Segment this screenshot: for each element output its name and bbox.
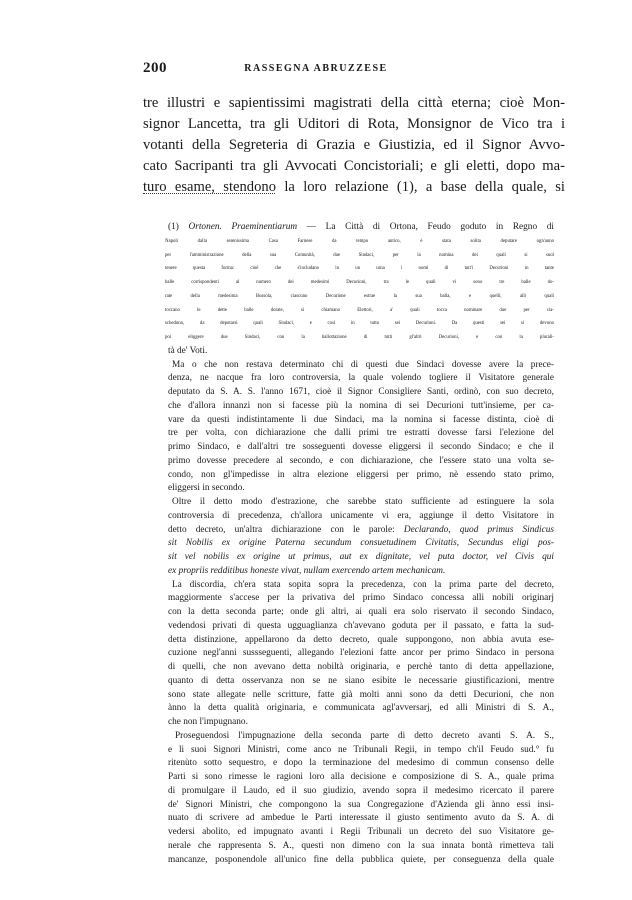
footnote-line: tenere questa forma: cioè che s'includano in un urna i nomi di tutt'i Decurioni in tante	[165, 266, 554, 272]
footnote-line: Ma o che non restava determinato chi di questi due Sindaci dovesse avere la prece-	[172, 359, 554, 370]
text-line: votanti della Segreteria di Grazia e Giustizia, ed il Signor Avvo-	[143, 137, 565, 153]
latin-quote: Declarando, quod primus Sindicus	[403, 524, 554, 535]
footnote-line: (1) Ortonen. Praeminentiarum — La Città di Ortona, Feudo goduto in Regno di	[168, 222, 554, 232]
footnote-line: sono state allegate nelle scritture, fatte già molti anni sono da detti Decurioni, che non	[168, 689, 554, 700]
footnote-line: che non l'impugnano.	[168, 717, 248, 727]
footnote-line: controversia di precedenza, ch'allora unicamente vi era, aggiunge il detto Visitatore in	[168, 510, 554, 521]
text-line: turo esame, stendono la loro relazione (1), a base della quale, si	[143, 179, 565, 195]
text-line: signor Lancetta, tra gli Uditori di Rota, Monsignor de Vico tra i	[143, 116, 565, 132]
footnote-line: deputato da S. A. S. l'anno 1671, cioè il Signor Consigliere Santi, ordinò, con suo decreto,	[168, 387, 554, 397]
footnote-line: nerale che rappresenta S. A., questi non dimeno con la sua innata bontà rimetteva tali	[168, 840, 554, 851]
latin-quote-line: ex propriis redditibus honeste vivat, nullam exercendo artem mechanicam.	[168, 565, 446, 576]
footnote-line: toccano le dette balle dorate, si chiamano Elettori, a' quali tocca nominare due per cia-	[165, 307, 554, 313]
footnote-line: primo Sindaco, e dall'altri tre sosseguenti dovesse eliggersi il secondo Sindaco; e che il	[168, 442, 554, 452]
footnote-line: di promulgare il Laudo, ed il suo giudizio, avendo sopra il medesimo ricercato il parere	[168, 785, 554, 796]
footnote-line: denza, ne nacque fra loro controversia, la quale volendo togliere il Visitatore generale	[168, 373, 554, 384]
footnote-line: di quelli, che non avevano detta nobiltà originaria, e perchè tanto di detta appellazione,	[168, 662, 554, 672]
footnote-line: quanto di detta osservanza non se ne siano esibite le necessarie giustificazioni, mentre	[168, 675, 554, 686]
footnote-line: ànno la detta qualità originaria, e communicata agl'avversarj, ed alli Ministri di S. A.,	[168, 703, 554, 714]
footnote-text: detto decreto, un'altra dichiarazione con le parole:	[168, 524, 404, 535]
text-line: tre illustri e sapientissimi magistrati della città eterna; cioè Mon-	[143, 95, 565, 111]
footnote-line: La discordia, ch'era stata sopita sopra la precedenza, con la prima parte del decreto,	[172, 579, 554, 590]
footnote-line: vare da questi indistintamente li due Sindaci, ma la nomina si facesse distinta, cioè di	[168, 414, 554, 425]
footnote-line: primo dovesse precedere al secondo, e con dichiarazione, che l'essere stato una volta se-	[168, 455, 554, 466]
main-text	[143, 93, 565, 198]
footnote-line: vedendosi privati di questa ugguaglianza ch'avevano goduta per il passato, e fatta la sud-	[168, 620, 554, 631]
footnote-line: e li suoi Signori Ministri, come anco ne Tribunali Regii, in tempo ch'il Feudo sud.° fu	[168, 744, 554, 755]
latin-quote-line: sit vel nobilis ex origine ut primus, aut ex dignitate, vel puta doctor, vel Civis qui	[168, 552, 554, 562]
footnote	[165, 221, 554, 867]
footnote-line: condo, non gl'impedisse in altra elezione eliggersi per primo, nè essendo stato primo,	[168, 469, 554, 480]
page-number: 200	[143, 60, 167, 76]
footnote-line: maggiormente s'accese per la privativa del primo Sindaco concessa alli nobili originarj	[168, 593, 554, 604]
footnote-line: vedersi abolito, ed impugnato avanti i Regii Tribunali un decreto del suo Visitatore ge-	[168, 827, 554, 837]
footnote-line: Oltre il detto modo d'estrazione, che sarebbe stato sufficiente ad estinguere la sola	[172, 497, 554, 507]
footnote-line: Proseguendosi l'impugnazione della seconda parte di detto decreto avanti S. A. S.,	[175, 730, 554, 741]
footnote-line: eliggersi in secondo.	[168, 483, 245, 494]
footnote-line: balle corrispondenti al numero dei medesimi Decurioni, tra le quali vi sono tre balle do-	[165, 280, 554, 285]
footnote-line: mancanze, posponendole all'unico fine della pubblica quiete, per conseguenza della quale	[168, 854, 554, 865]
footnote-line: de' Signori Ministri, che compongono la sua Congregazione d'Azienda gli ànno essi insi-	[168, 799, 554, 810]
footnote-line: cuzione negl'anni sussseguenti, allegando l'elezioni fatte ancor per primo Sindaco in persona	[168, 648, 554, 659]
footnote-line: poi eliggere due Sindaci, con la ballottazione di tutti gl'altri Decurioni, e con la plurali-	[165, 335, 554, 340]
footnote-separator	[143, 193, 275, 194]
footnote-line: nuato di scrivere ad ambedue le Parti interessate il giusto sentimento avuto da S. A. di	[168, 813, 554, 824]
footnote-line: tà de' Voti.	[168, 345, 208, 356]
footnote-line	[168, 524, 554, 538]
footnote-line: per l'amministrazione della sua Comunità, due Sindaci, per la nomina dei quali si suol	[165, 252, 554, 258]
footnote-marker: (1)	[168, 222, 179, 232]
footnote-line: tre per volta, con dichiarazione che dalli primi tre estratti dovesse farsi l'elezione del	[168, 428, 554, 439]
running-title: RASSEGNA ABRUZZESE	[244, 63, 388, 74]
footnote-line: scheduno, da deputarsi quali Sindaci, e così in tutto sei Decurioni. Da questi sei si devono	[165, 321, 554, 327]
footnote-line: con la detta seconda parte; onde gli altri, ai quali era solo riservato il secondo Sindaco,	[168, 607, 554, 617]
footnote-line: detta distinzione, appellarono da detto decreto, quale suppongono, non abbia avuta ese-	[168, 634, 554, 645]
footnote-line: che d'allora innanzi non si facesse più la nomina di sei Decurioni tutt'insieme, per ca-	[168, 400, 554, 411]
text-line: cato Sacripanti tra gli Avvocati Concistoriali; e gli eletti, dopo ma-	[143, 158, 565, 174]
latin-quote-line: sit Nobilis ex origine Paterna secundum consuetudinem Civitatis, Secundus eligi pos-	[168, 538, 554, 549]
footnote-line: rate della medesima Bussola, ciascuno Decurione estrae la sua balla, e quelli, alli quali	[165, 293, 554, 299]
footnote-title: Ortonen. Praeminentiarum	[188, 222, 298, 232]
page-header	[143, 60, 488, 78]
footnote-line: Parti si sono rimesse le ragioni loro alla decisione e composizione di S. A., quale prima	[168, 772, 554, 782]
footnote-line: Napoli dalla serenissima Casa Farnese da tempo antico, è stata solita deputare ogn'anno	[165, 238, 554, 244]
footnote-line: ritenùto sotto sequestro, e dopo la terminazione del medesimo di commun consenso delle	[168, 758, 554, 769]
